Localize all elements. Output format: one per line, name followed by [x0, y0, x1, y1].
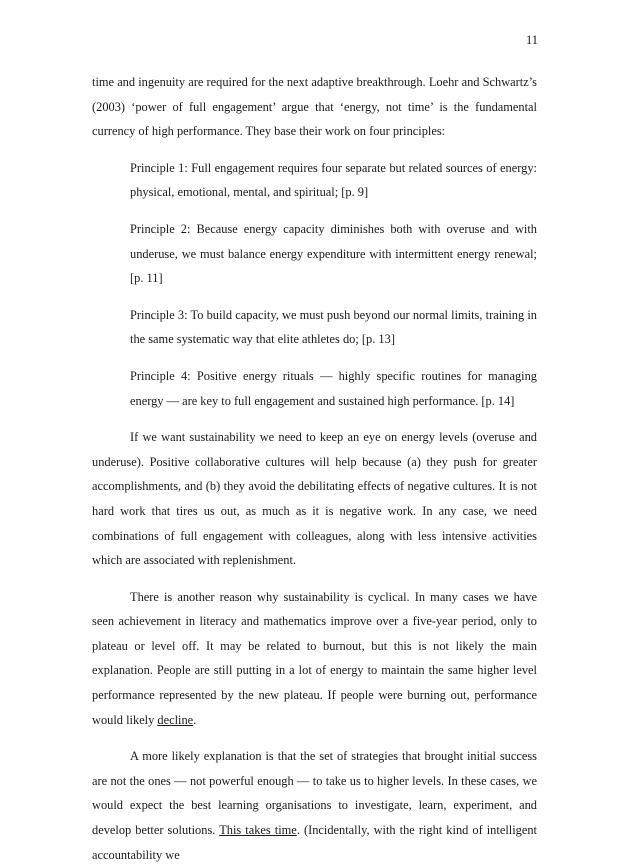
paragraph-explanation: [92, 744, 537, 867]
underlined-takes-time: This takes time: [219, 823, 297, 838]
paragraph-explanation-end: . (Incidentally, with the right kind of intelligent accountability we: [92, 823, 537, 862]
paragraph-explanation-text: A more likely explanation is that the set of strategies that brought initial success are not the ones — not powerful enough — to take us to higher levels. In these cases, we would expect the best learning organisations to investigate, learn, experiment, and develop better solutions.: [92, 749, 537, 838]
paragraph-cyclical-end: .: [193, 712, 197, 727]
body-text: [92, 70, 537, 867]
underlined-decline: decline: [157, 712, 194, 727]
page-number: 11: [525, 33, 538, 47]
principle-3: Principle 3: To build capacity, we must push beyond our normal limits, training in the same systematic way that elite athletes do; [p. 13]: [130, 307, 537, 347]
principle-2: Principle 2: Because energy capacity diminishes both with overuse and with underuse, we must balance energy expenditure with intermittent energy renewal; [p. 11]: [130, 221, 537, 286]
paragraph-cyclical: [92, 585, 537, 733]
paragraph-intro: time and ingenuity are required for the next adaptive breakthrough. Loehr and Schwartz’s (2003) ‘power of full engagement’ argue that ‘energy, not time’ is the fundamental currency of high performance. They base their work on four principles:: [92, 75, 537, 139]
paragraph-cyclical-text: There is another reason why sustainability is cyclical. In many cases we have seen achievement in literacy and mathematics improve over a five-year period, only to plateau or level off. It may be related to burnout, but this is not likely the main explanation. People are still putting in a lot of energy to maintain the same higher level performance represented by the new plateau. If people were burning out, performance would likely: [92, 589, 537, 727]
principle-4: Principle 4: Positive energy rituals — highly specific routines for managing energy — are key to full engagement and sustained high performance. [p. 14]: [130, 368, 537, 408]
principle-1: Principle 1: Full engagement requires four separate but related sources of energy: physical, emotional, mental, and spiritual; [p. 9]: [130, 160, 537, 200]
paragraph-sustainability: If we want sustainability we need to keep an eye on energy levels (overuse and underuse). Positive collaborative cultures will help because (a) they push for greater accomplishments, and (b) they avoid the debilitating effects of negative cultures. It is not hard work that tires us out, as much as it is negative work. In any case, we need combinations of full engagement with colleagues, along with less intensive activities which are associated with replenishment.: [92, 430, 537, 568]
